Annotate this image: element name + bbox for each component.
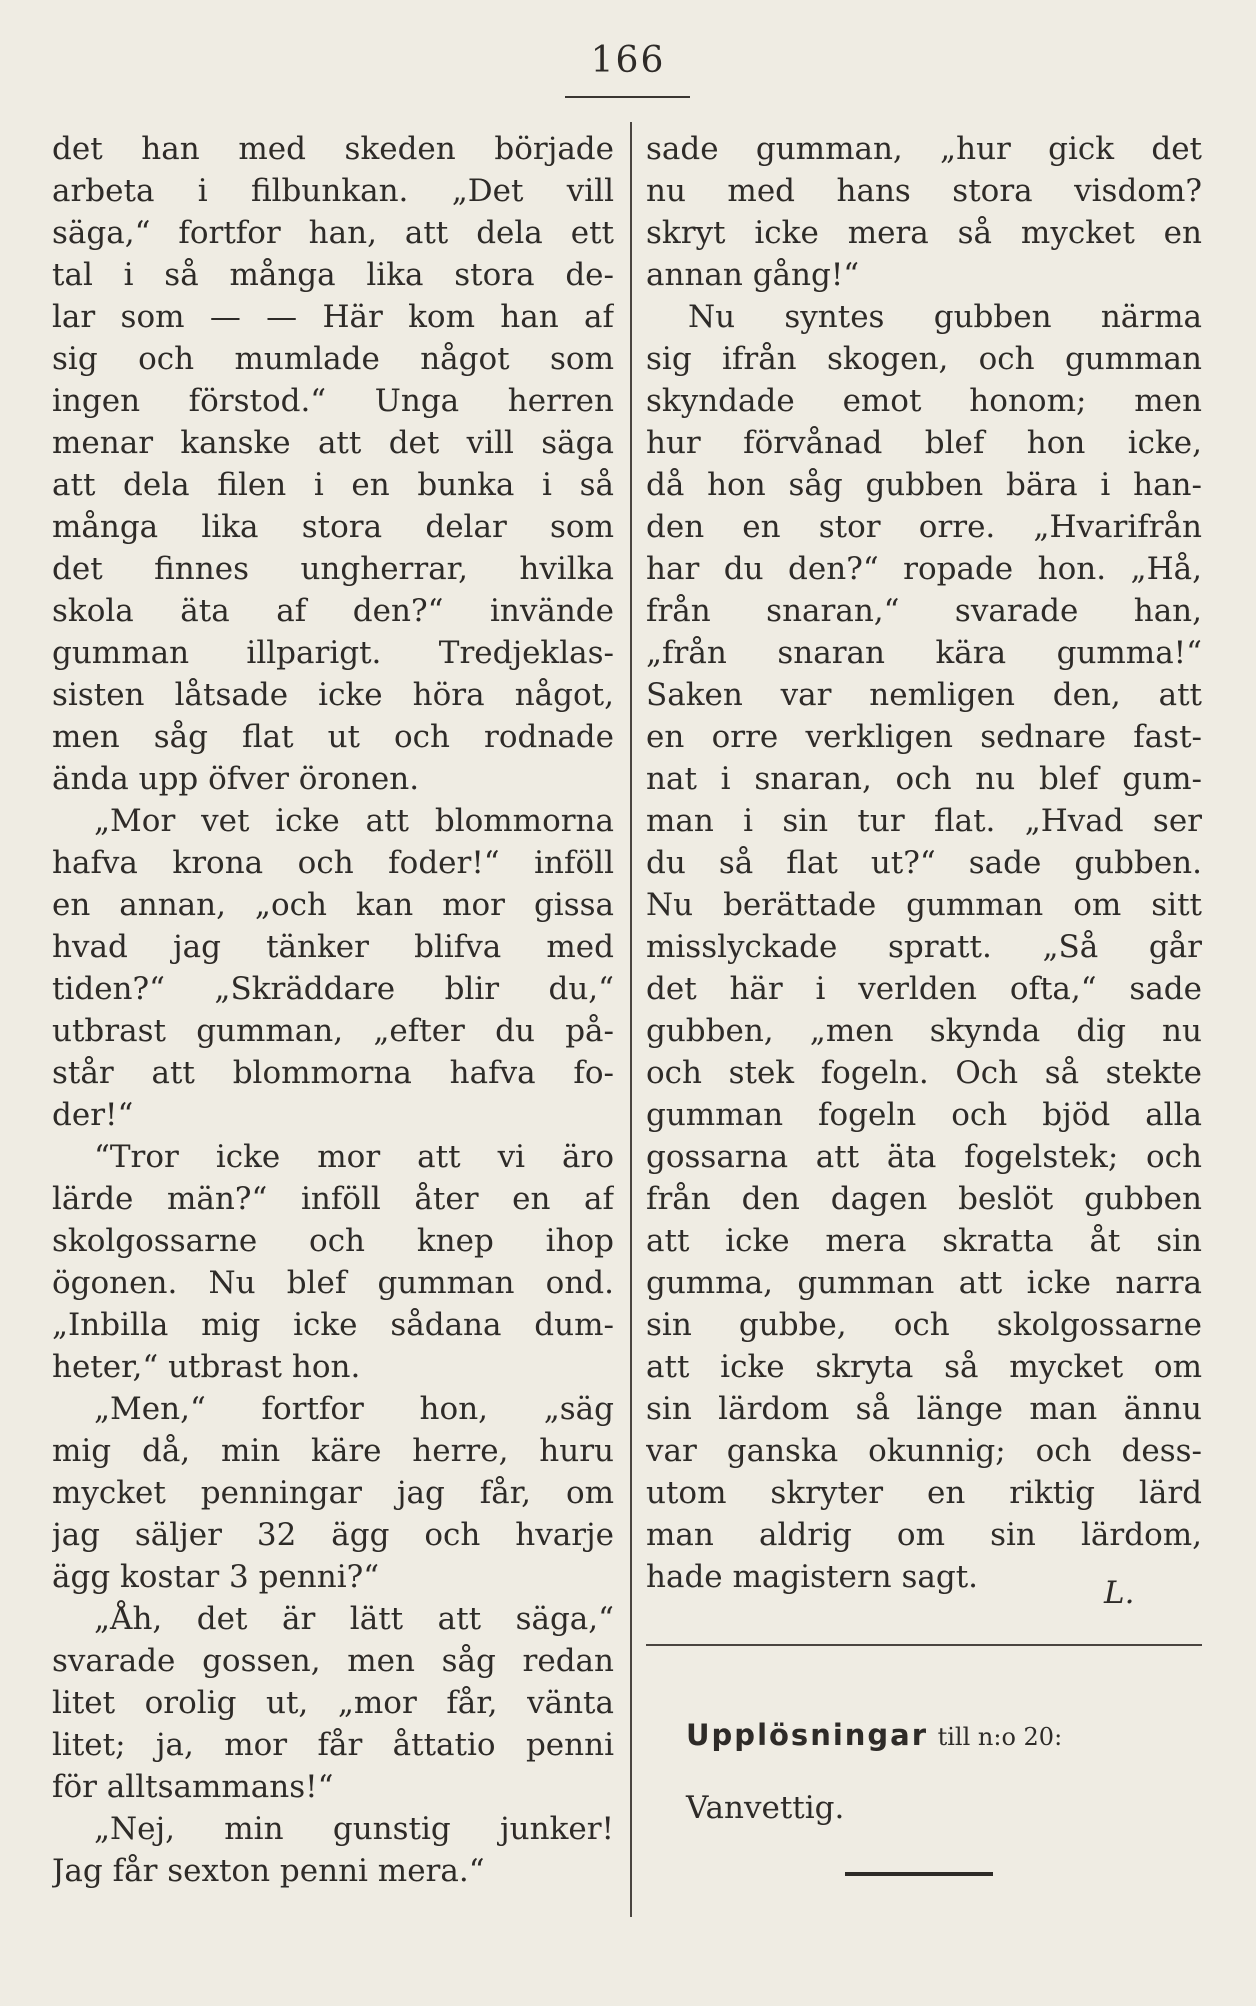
text-line: skolgossarne och knep ihop xyxy=(52,1223,614,1259)
text-line: det här i verlden ofta,“ sade xyxy=(646,971,1202,1007)
text-line: sig ifrån skogen, och gumman xyxy=(646,341,1202,377)
text-line: men såg flat ut och rodnade xyxy=(52,719,614,755)
text-line: man aldrig om sin lärdom, xyxy=(646,1517,1202,1553)
text-line: hade magistern sagt. xyxy=(646,1559,979,1595)
solutions-subtitle: till n:o 20: xyxy=(937,1723,1063,1751)
text-line: säga,“ fortfor han, att dela ett xyxy=(52,215,614,251)
text-line: litet; ja, mor får åttatio penni xyxy=(52,1727,614,1763)
text-line: jag säljer 32 ägg och hvarje xyxy=(52,1517,614,1553)
text-line: Nu syntes gubben närma xyxy=(688,299,1202,335)
text-line: hafva krona och foder!“ inföll xyxy=(52,845,614,881)
solutions-heading: Upplösningar xyxy=(686,1718,929,1752)
text-line: sin gubbe, och skolgossarne xyxy=(646,1307,1202,1343)
text-line: sig och mumlade något som xyxy=(52,341,614,377)
text-line: många lika stora delar som xyxy=(52,509,614,545)
text-line: tiden?“ „Skräddare blir du,“ xyxy=(52,971,614,1007)
right-column xyxy=(646,128,1202,1598)
text-line: misslyckade spratt. „Så går xyxy=(646,929,1202,965)
text-line: nat i snaran, och nu blef gum- xyxy=(646,761,1202,797)
text-line: mycket penningar jag får, om xyxy=(52,1475,614,1511)
text-line: man i sin tur flat. „Hvad ser xyxy=(646,803,1202,839)
end-rule xyxy=(845,1872,993,1876)
text-line: ögonen. Nu blef gumman ond. xyxy=(52,1265,614,1301)
text-line: ända upp öfver öronen. xyxy=(52,761,420,797)
text-line: litet orolig ut, „mor får, vänta xyxy=(52,1685,614,1721)
text-line: „Men,“ fortfor hon, „säg xyxy=(94,1391,614,1427)
text-line: utom skryter en riktig lärd xyxy=(646,1475,1202,1511)
text-line: lärde män?“ inföll åter en af xyxy=(52,1181,614,1217)
text-line: heter,“ utbrast hon. xyxy=(52,1349,361,1385)
text-line: skryt icke mera så mycket en xyxy=(646,215,1202,251)
text-line: tal i så många lika stora de- xyxy=(52,257,614,293)
text-line: en orre verkligen sednare fast- xyxy=(646,719,1202,755)
solutions-answer: Vanvettig. xyxy=(686,1790,845,1826)
signature-rule xyxy=(646,1644,1202,1646)
text-line: “Tror icke mor att vi äro xyxy=(94,1139,614,1175)
text-line: hvad jag tänker blifva med xyxy=(52,929,614,965)
text-line: gumman illparigt. Tredjeklas- xyxy=(52,635,614,671)
solutions-line xyxy=(686,1718,1206,1753)
text-line: då hon såg gubben bära i han- xyxy=(646,467,1202,503)
text-line: skola äta af den?“ invände xyxy=(52,593,614,629)
header-rule xyxy=(565,96,690,98)
page-number: 166 xyxy=(590,40,666,81)
text-line: annan gång!“ xyxy=(646,257,860,293)
text-line: gubben, „men skynda dig nu xyxy=(646,1013,1202,1049)
text-line: „Åh, det är lätt att säga,“ xyxy=(94,1601,614,1637)
text-line: svarade gossen, men såg redan xyxy=(52,1643,614,1679)
text-line: arbeta i filbunkan. „Det vill xyxy=(52,173,614,209)
text-line: och stek fogeln. Och så stekte xyxy=(646,1055,1202,1091)
text-line: lar som — — Här kom han af xyxy=(52,299,614,335)
text-line: „från snaran kära gumma!“ xyxy=(646,635,1202,671)
text-line: nu med hans stora visdom? xyxy=(646,173,1202,209)
text-line: att icke mera skratta åt sin xyxy=(646,1223,1202,1259)
text-line: Jag får sexton penni mera.“ xyxy=(52,1853,485,1889)
text-line: från den dagen beslöt gubben xyxy=(646,1181,1202,1217)
text-line: skyndade emot honom; men xyxy=(646,383,1202,419)
text-line: att icke skryta så mycket om xyxy=(646,1349,1202,1385)
text-line: Nu berättade gumman om sitt xyxy=(646,887,1202,923)
text-line: ingen förstod.“ Unga herren xyxy=(52,383,614,419)
text-line: gumman fogeln och bjöd alla xyxy=(646,1097,1202,1133)
text-line: det finnes ungherrar, hvilka xyxy=(52,551,614,587)
text-line: står att blommorna hafva fo- xyxy=(52,1055,614,1091)
text-line: gumma, gumman att icke narra xyxy=(646,1265,1202,1301)
text-line: „Inbilla mig icke sådana dum- xyxy=(52,1307,614,1343)
text-line: har du den?“ ropade hon. „Hå, xyxy=(646,551,1202,587)
text-line: sin lärdom så länge man ännu xyxy=(646,1391,1202,1427)
text-line: hur förvånad blef hon icke, xyxy=(646,425,1202,461)
text-line: gossarna att äta fogelstek; och xyxy=(646,1139,1202,1175)
text-line: det han med skeden började xyxy=(52,131,614,167)
text-line: för alltsammans!“ xyxy=(52,1769,334,1805)
text-line: menar kanske att det vill säga xyxy=(52,425,614,461)
text-line: sisten låtsade icke höra något, xyxy=(52,677,614,713)
text-line: den en stor orre. „Hvarifrån xyxy=(646,509,1202,545)
text-line: du så flat ut?“ sade gubben. xyxy=(646,845,1202,881)
text-line: sade gumman, „hur gick det xyxy=(646,131,1202,167)
text-line: „Nej, min gunstig junker! xyxy=(94,1811,614,1847)
column-divider xyxy=(630,122,632,1917)
text-line: från snaran,“ svarade han, xyxy=(646,593,1202,629)
text-line: att dela filen i en bunka i så xyxy=(52,467,614,503)
text-line: utbrast gumman, „efter du på- xyxy=(52,1013,614,1049)
text-line: Saken var nemligen den, att xyxy=(646,677,1202,713)
text-line: ägg kostar 3 penni?“ xyxy=(52,1559,380,1595)
text-line: var ganska okunnig; och dess- xyxy=(646,1433,1202,1469)
author-signature: L. xyxy=(1104,1575,1135,1611)
text-line: der!“ xyxy=(52,1097,134,1133)
text-line: mig då, min käre herre, huru xyxy=(52,1433,614,1469)
text-line: „Mor vet icke att blommorna xyxy=(94,803,614,839)
text-line: en annan, „och kan mor gissa xyxy=(52,887,614,923)
left-column xyxy=(52,128,614,1892)
